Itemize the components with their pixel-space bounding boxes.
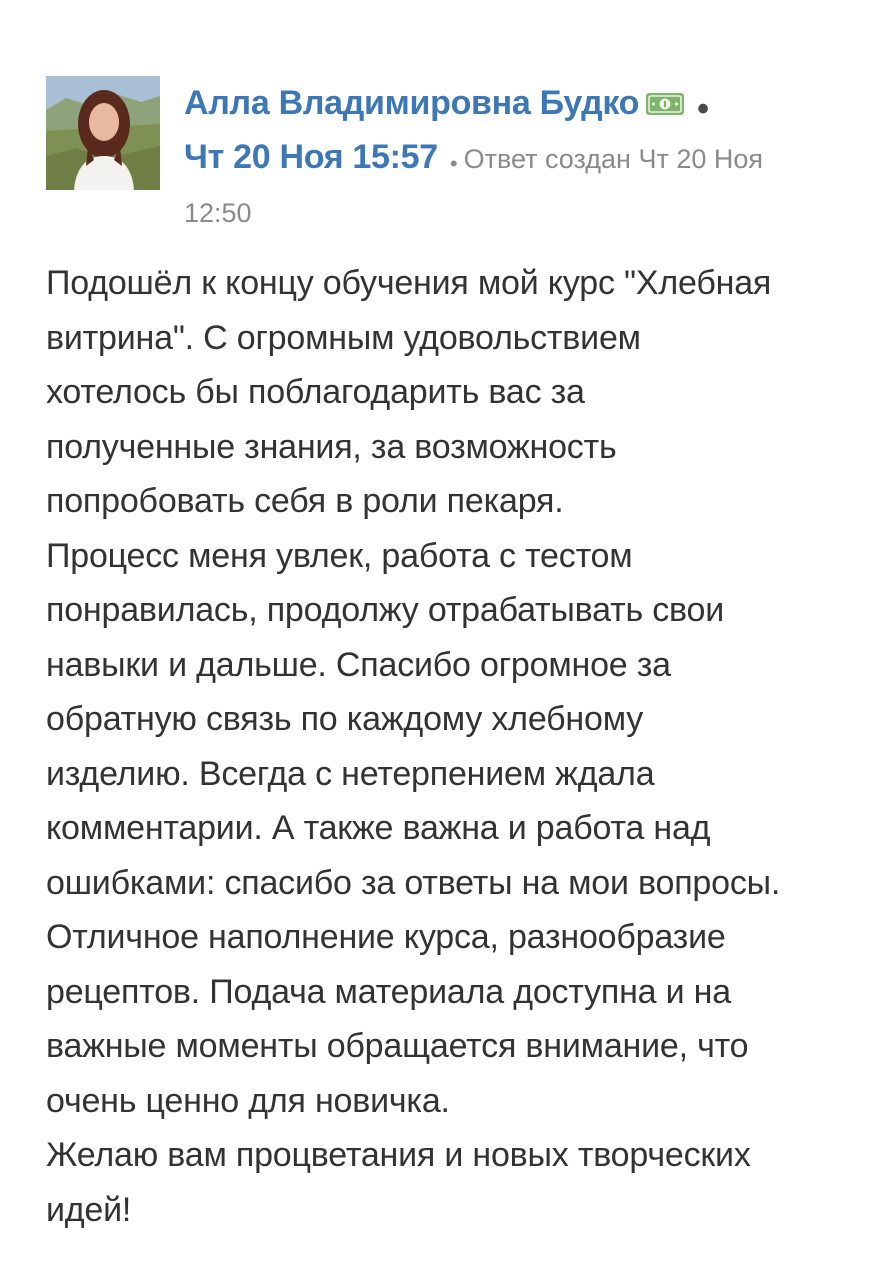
- review-body-line: витрина". С огромным удовольствием: [46, 318, 641, 357]
- date-line: [184, 138, 763, 177]
- review-body-line: очень ценно для новичка.: [46, 1081, 450, 1120]
- review-body-line: ошибками: спасибо за ответы на мои вопросы.: [46, 863, 781, 902]
- reply-created-text: Ответ создан Чт 20 Ноя: [463, 144, 763, 174]
- meta-separator-dot: •: [449, 150, 458, 176]
- review-body-line: изделию. Всегда с нетерпением ждала: [46, 754, 655, 793]
- post-date-link[interactable]: Чт 20 Ноя 15:57: [184, 138, 438, 176]
- author-line: [184, 84, 709, 129]
- review-body-line: обратную связь по каждому хлебному: [46, 700, 644, 738]
- review-body-line: рецептов. Подача материала доступна и на: [46, 972, 731, 1011]
- review-body-line: комментарии. А также важна и работа над: [46, 809, 711, 847]
- review-body-line: понравилась, продолжу отрабатывать свои: [46, 591, 724, 629]
- review-body-line: навыки и дальше. Спасибо огромное за: [46, 645, 671, 684]
- header-separator-dot: •: [697, 90, 710, 129]
- review-body-line: идей!: [46, 1190, 132, 1229]
- author-avatar[interactable]: [46, 76, 160, 190]
- review-body-line: Желаю вам процветания и новых творческих: [46, 1136, 751, 1174]
- review-body-line: хотелось бы поблагодарить вас за: [46, 373, 585, 411]
- review-body: [46, 256, 846, 1237]
- reply-created-time: 12:50: [184, 198, 252, 228]
- review-body-line: Процесс меня увлек, работа с тестом: [46, 536, 633, 575]
- review-body-line: важные моменты обращается внимание, что: [46, 1027, 749, 1065]
- review-body-line: Подошёл к концу обучения мой курс "Хлебная: [46, 264, 772, 302]
- review-body-line: полученные знания, за возможность: [46, 427, 617, 466]
- avatar-photo: [46, 76, 160, 190]
- money-bill-icon: [645, 91, 685, 122]
- review-body-line: Отличное наполнение курса, разнообразие: [46, 918, 726, 956]
- review-body-line: попробовать себя в роли пекаря.: [46, 482, 564, 520]
- author-name-link[interactable]: Алла Владимировна Будко: [184, 84, 640, 122]
